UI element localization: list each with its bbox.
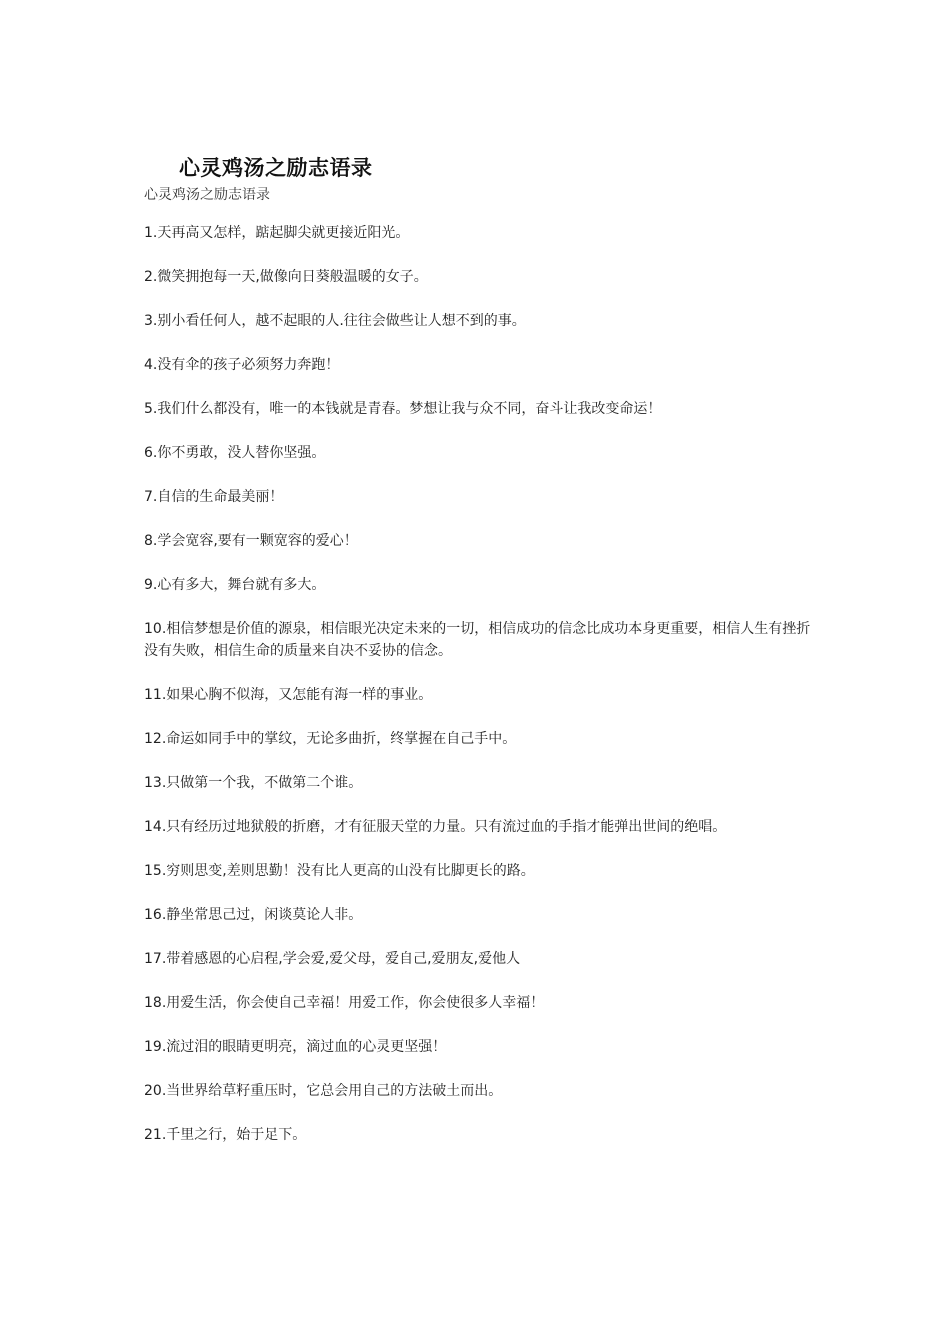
quote-item: 3.别小看任何人，越不起眼的人.往往会做些让人想不到的事。 <box>144 313 526 329</box>
quote-item: 11.如果心胸不似海，又怎能有海一样的事业。 <box>144 687 433 703</box>
quote-item: 21.千里之行，始于足下。 <box>144 1127 307 1143</box>
quote-item: 20.当世界给草籽重压时，它总会用自己的方法破土而出。 <box>144 1083 503 1099</box>
quote-item: 2.微笑拥抱每一天,做像向日葵般温暖的女子。 <box>144 269 428 285</box>
quote-item: 12.命运如同手中的掌纹，无论多曲折，终掌握在自己手中。 <box>144 731 517 747</box>
document-subtitle: 心灵鸡汤之励志语录 <box>144 187 270 203</box>
quote-item: 15.穷则思变,差则思勤！没有比人更高的山没有比脚更长的路。 <box>144 863 535 879</box>
quote-item: 10.相信梦想是价值的源泉，相信眼光决定未来的一切，相信成功的信念比成功本身更重要，相信人生有挫折没有失败，相信生命的质量来自决不妥协的信念。 <box>144 621 811 659</box>
quote-item: 13.只做第一个我，不做第二个谁。 <box>144 775 363 791</box>
quote-item: 9.心有多大，舞台就有多大。 <box>144 577 326 593</box>
quote-item: 17.带着感恩的心启程,学会爱,爱父母，爱自己,爱朋友,爱他人 <box>144 951 521 967</box>
document-content <box>144 152 814 1168</box>
document-title: 心灵鸡汤之励志语录 <box>179 155 373 180</box>
quote-item: 6.你不勇敢，没人替你坚强。 <box>144 445 326 461</box>
quote-item: 8.学会宽容,要有一颗宽容的爱心！ <box>144 533 358 549</box>
quote-item: 19.流过泪的眼睛更明亮，滴过血的心灵更坚强！ <box>144 1039 447 1055</box>
quote-item: 1.天再高又怎样，踮起脚尖就更接近阳光。 <box>144 225 410 241</box>
quote-item: 5.我们什么都没有，唯一的本钱就是青春。梦想让我与众不同，奋斗让我改变命运！ <box>144 401 662 417</box>
quote-item: 14.只有经历过地狱般的折磨，才有征服天堂的力量。只有流过血的手指才能弹出世间的绝唱。 <box>144 819 727 835</box>
quote-item: 4.没有伞的孩子必须努力奔跑！ <box>144 357 340 373</box>
quote-item: 16.静坐常思己过，闲谈莫论人非。 <box>144 907 363 923</box>
quote-list <box>144 222 814 1146</box>
quote-item: 7.自信的生命最美丽！ <box>144 489 284 505</box>
quote-item: 18.用爱生活，你会使自己幸福！用爱工作，你会使很多人幸福！ <box>144 995 545 1011</box>
